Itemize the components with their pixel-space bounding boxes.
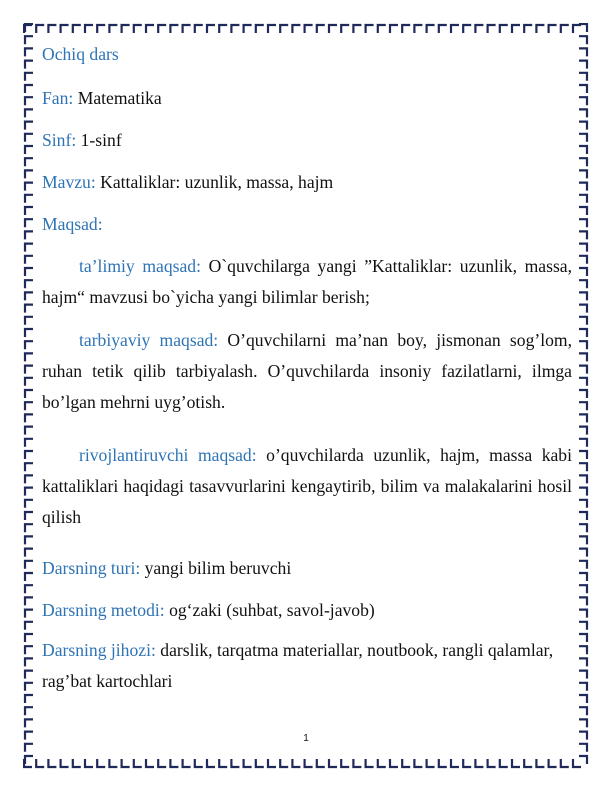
document-title: Ochiq dars — [42, 44, 119, 64]
border-ornament — [579, 573, 587, 581]
border-ornament — [579, 585, 587, 593]
border-ornament — [451, 25, 459, 33]
border-ornament — [183, 759, 191, 767]
border-ornament — [25, 109, 33, 117]
lesson-method-label: Darsning metodi: — [42, 600, 165, 620]
border-ornament — [579, 402, 587, 410]
grade-row — [42, 130, 122, 151]
border-ornament — [25, 280, 33, 288]
border-ornament — [414, 759, 422, 767]
border-ornament — [25, 134, 33, 142]
border-ornament — [579, 610, 587, 618]
border-ornament — [25, 610, 33, 618]
border-ornament — [341, 759, 349, 767]
border-ornament — [390, 25, 398, 33]
topic-value: Kattaliklar: uzunlik, massa, hajm — [100, 172, 334, 192]
border-ornament — [378, 25, 386, 33]
border-ornament — [97, 25, 105, 33]
border-ornament — [579, 146, 587, 154]
border-ornament — [579, 231, 587, 239]
border-ornament — [25, 671, 33, 679]
border-ornament — [25, 439, 33, 447]
border-ornament — [280, 25, 288, 33]
page-border-right — [577, 23, 589, 769]
border-ornament — [579, 475, 587, 483]
border-ornament — [25, 158, 33, 166]
border-ornament — [579, 500, 587, 508]
lesson-equipment-label: Darsning jihozi: — [42, 640, 156, 660]
border-ornament — [25, 573, 33, 581]
border-ornament — [25, 475, 33, 483]
border-ornament — [25, 122, 33, 130]
border-ornament — [134, 759, 142, 767]
border-ornament — [549, 25, 557, 33]
border-ornament — [61, 25, 69, 33]
border-ornament — [25, 378, 33, 386]
border-ornament — [25, 219, 33, 227]
border-ornament — [292, 25, 300, 33]
border-ornament — [579, 390, 587, 398]
border-ornament — [579, 73, 587, 81]
border-ornament — [512, 759, 520, 767]
border-ornament — [244, 759, 252, 767]
border-ornament — [195, 759, 203, 767]
border-ornament — [579, 744, 587, 752]
border-ornament — [475, 25, 483, 33]
lesson-equipment-value: darslik, tarqatma materiallar, noutbook, rangli qalamlar, rag’bat kartochlari — [42, 640, 554, 691]
border-ornament — [25, 146, 33, 154]
border-ornament — [402, 25, 410, 33]
border-ornament — [25, 695, 33, 703]
border-ornament — [579, 414, 587, 422]
border-ornament — [268, 759, 276, 767]
border-ornament — [25, 549, 33, 557]
lesson-equipment-row — [42, 635, 562, 697]
border-ornament — [536, 25, 544, 33]
border-ornament — [366, 25, 374, 33]
grade-label: Sinf: — [42, 130, 77, 150]
border-ornament — [25, 85, 33, 93]
border-ornament — [219, 759, 227, 767]
border-ornament — [475, 759, 483, 767]
border-ornament — [158, 759, 166, 767]
border-ornament — [549, 759, 557, 767]
border-ornament — [25, 97, 33, 105]
border-ornament — [329, 25, 337, 33]
developmental-goal-label: rivojlantiruvchi maqsad: — [79, 445, 257, 465]
grade-value: 1-sinf — [80, 130, 122, 150]
border-ornament — [579, 36, 587, 44]
border-ornament — [579, 658, 587, 666]
border-ornament — [579, 549, 587, 557]
border-ornament — [414, 25, 422, 33]
border-ornament — [579, 488, 587, 496]
border-ornament — [579, 683, 587, 691]
border-ornament — [341, 25, 349, 33]
border-ornament — [25, 366, 33, 374]
border-ornament — [402, 759, 410, 767]
border-ornament — [439, 25, 447, 33]
border-ornament — [256, 25, 264, 33]
border-ornament — [25, 414, 33, 422]
border-ornament — [579, 353, 587, 361]
border-ornament — [25, 292, 33, 300]
border-ornament — [146, 759, 154, 767]
border-ornament — [48, 759, 56, 767]
border-ornament — [25, 585, 33, 593]
border-ornament — [579, 195, 587, 203]
border-ornament — [109, 25, 117, 33]
border-ornament — [25, 500, 33, 508]
border-ornament — [268, 25, 276, 33]
border-ornament — [195, 25, 203, 33]
border-ornament — [25, 353, 33, 361]
border-ornament — [183, 25, 191, 33]
border-ornament — [25, 207, 33, 215]
border-ornament — [500, 25, 508, 33]
border-ornament — [579, 85, 587, 93]
border-ornament — [579, 122, 587, 130]
border-ornament — [25, 451, 33, 459]
border-ornament — [25, 512, 33, 520]
lesson-type-label: Darsning turi: — [42, 558, 141, 578]
border-ornament — [439, 759, 447, 767]
border-ornament — [579, 97, 587, 105]
page-number: 1 — [303, 733, 309, 744]
border-ornament — [85, 25, 93, 33]
border-ornament — [579, 268, 587, 276]
border-ornament — [536, 759, 544, 767]
border-ornament — [25, 231, 33, 239]
border-ornament — [353, 759, 361, 767]
border-ornament — [579, 329, 587, 337]
border-ornament — [25, 170, 33, 178]
developmental-goal-paragraph — [42, 440, 572, 533]
subject-label: Fan: — [42, 88, 74, 108]
border-ornament — [579, 256, 587, 264]
border-ornament — [25, 329, 33, 337]
border-ornament — [25, 646, 33, 654]
border-ornament — [579, 109, 587, 117]
border-ornament — [97, 759, 105, 767]
border-ornament — [579, 646, 587, 654]
border-ornament — [25, 719, 33, 727]
border-ornament — [231, 759, 239, 767]
border-ornament — [579, 244, 587, 252]
border-ornament — [579, 305, 587, 313]
upbringing-goal-paragraph — [42, 325, 572, 418]
border-ornament — [25, 183, 33, 191]
border-ornament — [256, 759, 264, 767]
educational-goal-label: ta’limiy maqsad: — [79, 256, 201, 276]
border-ornament — [451, 759, 459, 767]
border-ornament — [207, 25, 215, 33]
topic-label: Mavzu: — [42, 172, 96, 192]
border-ornament — [85, 759, 93, 767]
border-ornament — [25, 427, 33, 435]
border-ornament — [25, 402, 33, 410]
border-ornament — [579, 427, 587, 435]
border-ornament — [25, 622, 33, 630]
border-ornament — [25, 488, 33, 496]
border-ornament — [292, 759, 300, 767]
border-ornament — [25, 244, 33, 252]
border-ornament — [36, 25, 44, 33]
border-ornament — [329, 759, 337, 767]
border-ornament — [579, 378, 587, 386]
border-ornament — [25, 73, 33, 81]
border-ornament — [579, 524, 587, 532]
border-ornament — [36, 759, 44, 767]
border-ornament — [317, 25, 325, 33]
border-ornament — [488, 759, 496, 767]
goal-label: Maqsad: — [42, 214, 103, 234]
border-ornament — [579, 622, 587, 630]
border-ornament — [317, 759, 325, 767]
border-ornament — [579, 719, 587, 727]
educational-goal-paragraph — [42, 251, 572, 313]
border-ornament — [280, 759, 288, 767]
border-ornament — [109, 759, 117, 767]
border-ornament — [561, 25, 569, 33]
border-ornament — [579, 24, 587, 32]
border-ornament — [231, 25, 239, 33]
border-ornament — [561, 759, 569, 767]
border-ornament — [353, 25, 361, 33]
border-ornament — [25, 48, 33, 56]
border-ornament — [579, 48, 587, 56]
border-ornament — [25, 561, 33, 569]
border-ornament — [579, 134, 587, 142]
lesson-type-value: yangi bilim beruvchi — [144, 558, 292, 578]
border-ornament — [500, 759, 508, 767]
border-ornament — [579, 463, 587, 471]
lesson-method-row — [42, 600, 375, 621]
border-ornament — [427, 759, 435, 767]
border-ornament — [25, 732, 33, 740]
page-border-bottom — [23, 757, 589, 769]
border-ornament — [25, 61, 33, 69]
border-ornament — [579, 341, 587, 349]
subject-row — [42, 88, 162, 109]
border-ornament — [579, 597, 587, 605]
border-ornament — [25, 268, 33, 276]
border-ornament — [146, 25, 154, 33]
developmental-goal-text: o’quvchilarda uzunlik, hajm, massa kabi kattaliklari haqidagi tasavvurlarini kengaytirib, bilim va malakalarini hosil qilish — [42, 445, 572, 527]
border-ornament — [488, 25, 496, 33]
page-border-left — [23, 23, 35, 769]
border-ornament — [579, 219, 587, 227]
border-ornament — [463, 759, 471, 767]
border-ornament — [25, 597, 33, 605]
topic-row — [42, 172, 333, 193]
border-ornament — [579, 634, 587, 642]
border-ornament — [579, 366, 587, 374]
border-ornament — [579, 512, 587, 520]
border-ornament — [219, 25, 227, 33]
border-ornament — [170, 759, 178, 767]
border-ornament — [305, 25, 313, 33]
border-ornament — [61, 759, 69, 767]
border-ornament — [122, 759, 130, 767]
border-ornament — [25, 744, 33, 752]
border-ornament — [305, 759, 313, 767]
border-ornament — [579, 183, 587, 191]
border-ornament — [579, 695, 587, 703]
upbringing-goal-label: tarbiyaviy maqsad: — [79, 330, 219, 350]
border-ornament — [579, 707, 587, 715]
border-ornament — [25, 524, 33, 532]
border-ornament — [579, 756, 587, 764]
border-ornament — [463, 25, 471, 33]
upbringing-goal-text: O’quvchilarni ma’nan boy, jismonan sog’lom, ruhan tetik qilib tarbiyalash. O’quvchilarda insoniy fazilatlarni, ilmga bo’lgan mehrni uyg’otish. — [42, 330, 572, 412]
border-ornament — [122, 25, 130, 33]
border-ornament — [25, 658, 33, 666]
border-ornament — [579, 207, 587, 215]
border-ornament — [25, 341, 33, 349]
border-ornament — [378, 759, 386, 767]
border-ornament — [134, 25, 142, 33]
border-ornament — [170, 25, 178, 33]
border-ornament — [579, 170, 587, 178]
border-ornament — [48, 25, 56, 33]
border-ornament — [25, 463, 33, 471]
border-ornament — [25, 195, 33, 203]
lesson-type-row — [42, 558, 291, 579]
border-ornament — [579, 280, 587, 288]
border-ornament — [579, 451, 587, 459]
border-ornament — [524, 759, 532, 767]
border-ornament — [25, 256, 33, 264]
border-ornament — [25, 305, 33, 313]
border-ornament — [579, 732, 587, 740]
border-ornament — [579, 439, 587, 447]
border-ornament — [366, 759, 374, 767]
border-ornament — [25, 390, 33, 398]
border-ornament — [25, 536, 33, 544]
border-ornament — [427, 25, 435, 33]
page-border-top — [23, 23, 589, 35]
border-ornament — [579, 536, 587, 544]
border-ornament — [25, 36, 33, 44]
border-ornament — [512, 25, 520, 33]
border-ornament — [579, 671, 587, 679]
border-ornament — [73, 759, 81, 767]
border-ornament — [244, 25, 252, 33]
border-ornament — [25, 756, 33, 764]
border-ornament — [25, 707, 33, 715]
border-ornament — [25, 683, 33, 691]
border-ornament — [207, 759, 215, 767]
border-ornament — [524, 25, 532, 33]
subject-value: Matematika — [77, 88, 162, 108]
border-ornament — [579, 158, 587, 166]
border-ornament — [579, 61, 587, 69]
border-ornament — [73, 25, 81, 33]
border-ornament — [579, 561, 587, 569]
border-ornament — [25, 24, 33, 32]
educational-goal-text: O`quvchilarga yangi ”Kattaliklar: uzunlik, massa, hajm“ mavzusi bo`yicha yangi bilimlar berish; — [42, 256, 573, 307]
border-ornament — [158, 25, 166, 33]
border-ornament — [390, 759, 398, 767]
lesson-method-value: og‘zaki (suhbat, savol-javob) — [169, 600, 375, 620]
border-ornament — [579, 292, 587, 300]
border-ornament — [25, 634, 33, 642]
border-ornament — [579, 317, 587, 325]
border-ornament — [25, 317, 33, 325]
